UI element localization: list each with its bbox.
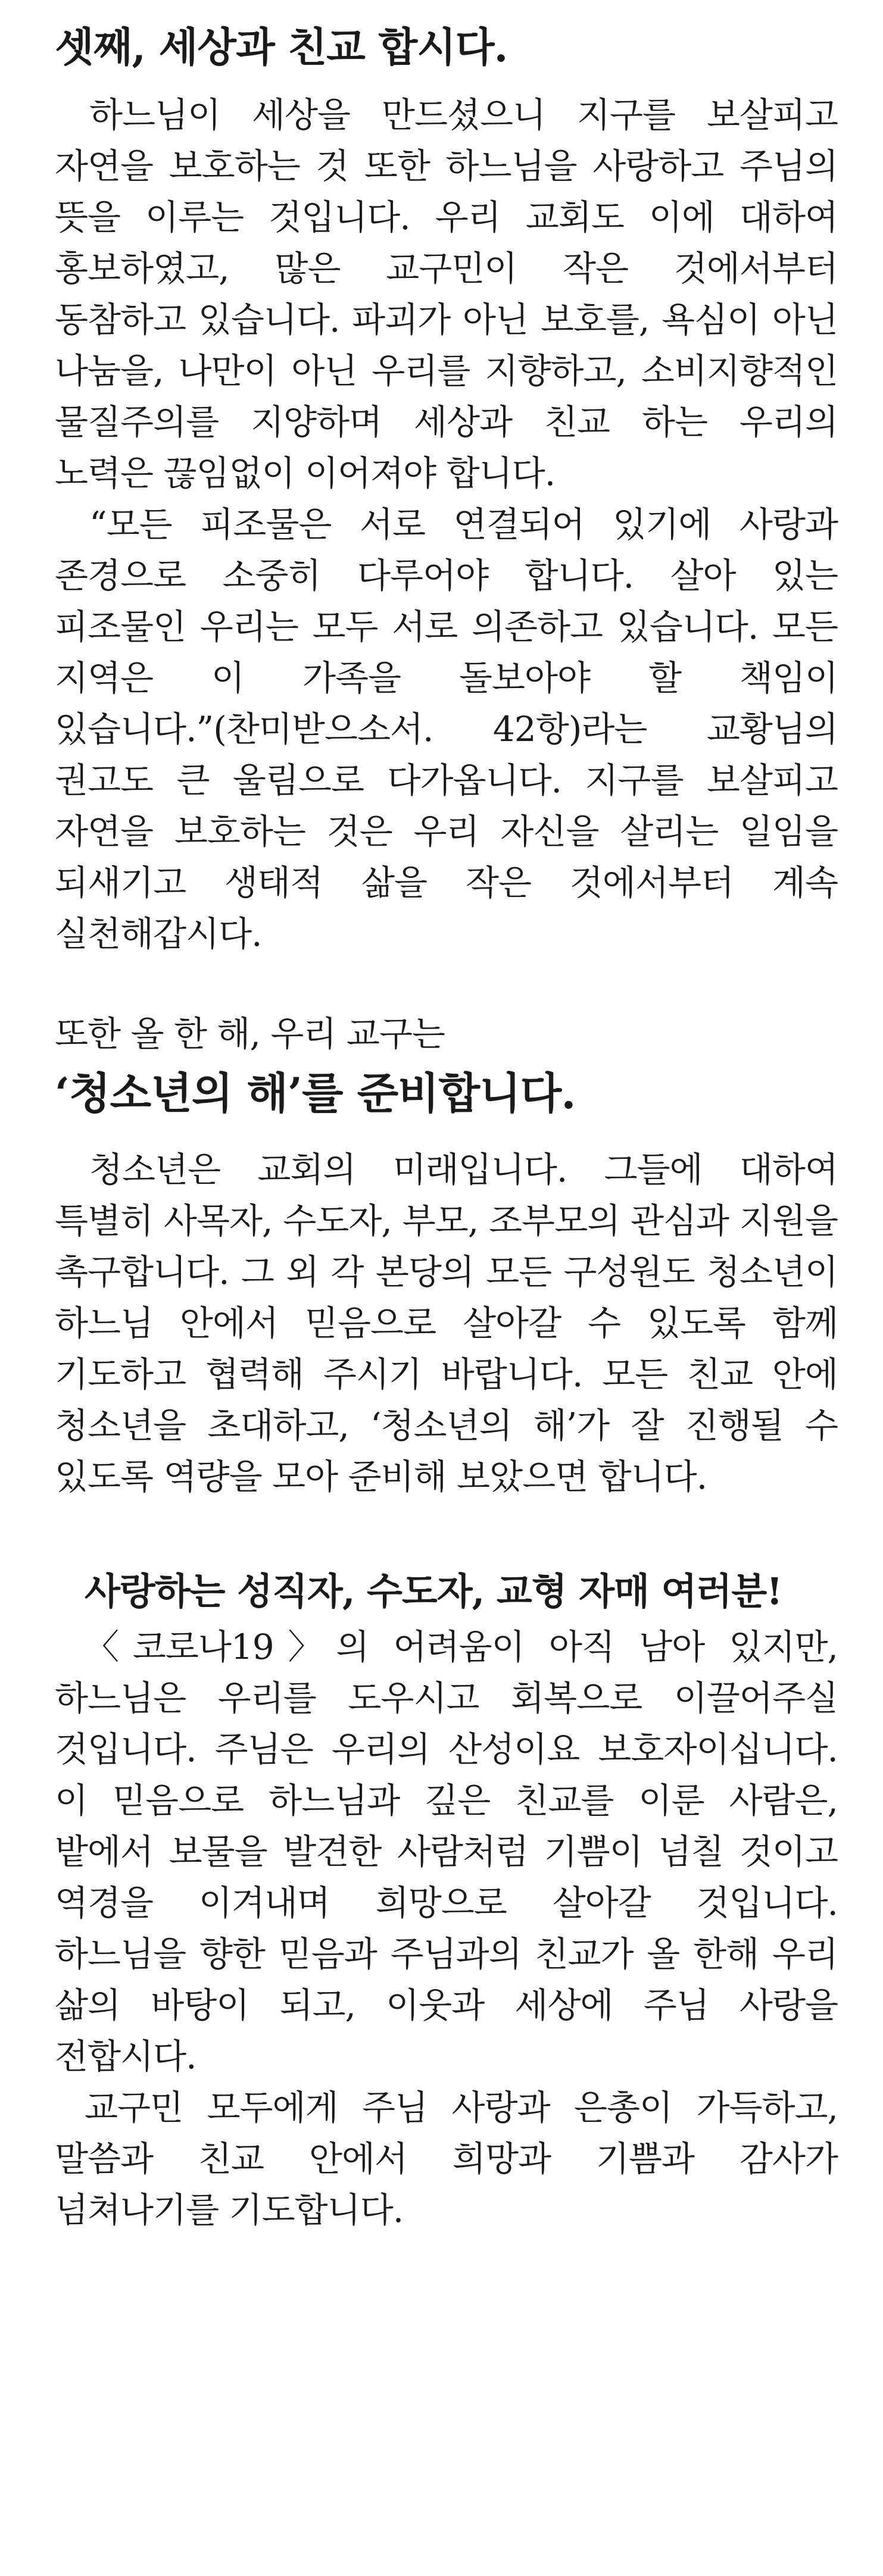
section-heading: 셋째, 세상과 친교 합시다. bbox=[55, 24, 508, 71]
spacer bbox=[55, 77, 838, 89]
closing-paragraph-1: 〈코로나19〉의 어려움이 아직 남아 있지만, 하느님은 우리를 도우시고 회복으로 이끌어주실 것입니다. 주님은 우리의 산성이요 보호자이십니다. 이 믿음으로 하느님과 깊은 친교를 이룬 사람은, 밭에서 보물을 발견한 사람처럼 기쁨이 넘칠 것이고 역경을 이겨내며 희망으로 살아갈 것입니다. 하느님을 향한 믿음과 주님과의 친교가 올 한해 우리 삶의 바탕이 되고, 이웃과 세상에 주님 사랑을 전합시다. bbox=[55, 1627, 838, 2077]
section-paragraph-2: “모든 피조물은 서로 연결되어 있기에 사랑과 존경으로 소중히 다루어야 합니다. 살아 있는 피조물인 우리는 모두 서로 의존하고 있습니다. 모든 지역은 이 가족을 돌보아야 할 책임이 있습니다.”(찬미받으소서. 42항)라는 교황님의 권고도 큰 울림으로 다가옵니다. 지구를 보살피고 자연을 보호하는 것은 우리 자신을 살리는 일임을 되새기고 생태적 삶을 작은 것에서부터 계속 실천해갑시다. bbox=[55, 504, 838, 954]
spacer bbox=[55, 959, 838, 1007]
spacer bbox=[55, 1502, 838, 1562]
youth-intro: 또한 올 한 해, 우리 교구는 bbox=[55, 1014, 445, 1054]
spacer bbox=[55, 1132, 838, 1144]
youth-title: ‘청소년의 해’를 준비합니다. bbox=[55, 1068, 576, 1118]
closing-paragraph-2: 교구민 모두에게 주님 사랑과 은총이 가득하고, 말씀과 친교 안에서 희망과 기쁨과 감사가 넘쳐나기를 기도합니다. bbox=[55, 2087, 838, 2230]
section-paragraph-1: 하느님이 세상을 만드셨으니 지구를 보살피고 자연을 보호하는 것 또한 하느님을 사랑하고 주님의 뜻을 이루는 것입니다. 우리 교회도 이에 대하여 홍보하였고, 많은 교구민이 작은 것에서부터 동참하고 있습니다. 파괴가 아닌 보호를, 욕심이 아닌 나눔을, 나만이 아닌 우리를 지향하고, 소비지향적인 물질주의를 지양하며 세상과 친교 하는 우리의 노력은 끊임없이 이어져야 합니다. bbox=[55, 95, 838, 493]
youth-paragraph: 청소년은 교회의 미래입니다. 그들에 대하여 특별히 사목자, 수도자, 부모, 조부모의 관심과 지원을 촉구합니다. 그 외 각 본당의 모든 구성원도 청소년이 하느님 안에서 믿음으로 살아갈 수 있도록 함께 기도하고 협력해 주시기 바랍니다. 모든 친교 안에 청소년을 초대하고, ‘청소년의 해’가 잘 진행될 수 있도록 역량을 모아 준비해 보았으면 합니다. bbox=[55, 1149, 838, 1497]
closing-greeting: 사랑하는 성직자, 수도자, 교형 자매 여러분! bbox=[85, 1570, 782, 1613]
